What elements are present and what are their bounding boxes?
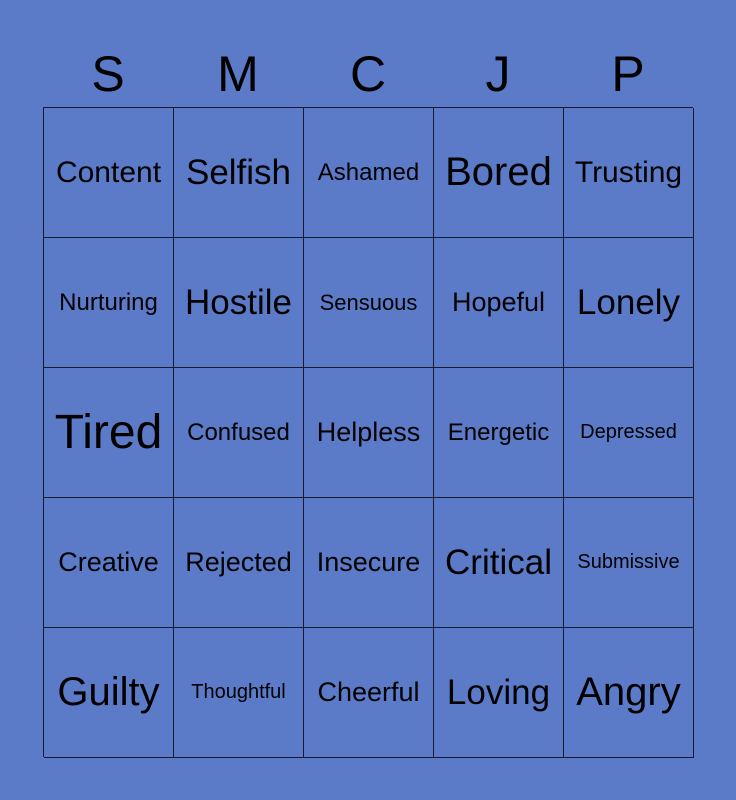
bingo-cell[interactable]: Nurturing	[44, 238, 174, 368]
bingo-cell[interactable]: Critical	[434, 498, 564, 628]
bingo-cell[interactable]: Hostile	[174, 238, 304, 368]
bingo-cell[interactable]: Lonely	[564, 238, 694, 368]
bingo-board	[43, 107, 693, 757]
bingo-cell[interactable]: Creative	[44, 498, 174, 628]
bingo-cell[interactable]: Hopeful	[434, 238, 564, 368]
bingo-cell[interactable]: Loving	[434, 628, 564, 758]
bingo-cell[interactable]: Energetic	[434, 368, 564, 498]
bingo-cell[interactable]: Cheerful	[304, 628, 434, 758]
bingo-cell[interactable]: Thoughtful	[174, 628, 304, 758]
header-letter-c: C	[349, 46, 387, 102]
bingo-cell[interactable]: Angry	[564, 628, 694, 758]
bingo-cell[interactable]: Guilty	[44, 628, 174, 758]
bingo-cell[interactable]: Sensuous	[304, 238, 434, 368]
header-letter-j: J	[485, 46, 511, 102]
bingo-cell[interactable]: Submissive	[564, 498, 694, 628]
bingo-cell[interactable]: Depressed	[564, 368, 694, 498]
bingo-cell[interactable]: Confused	[174, 368, 304, 498]
bingo-cell[interactable]: Selfish	[174, 108, 304, 238]
bingo-cell[interactable]: Ashamed	[304, 108, 434, 238]
bingo-cell[interactable]: Helpless	[304, 368, 434, 498]
bingo-cell[interactable]: Trusting	[564, 108, 694, 238]
bingo-cell[interactable]: Rejected	[174, 498, 304, 628]
bingo-cell[interactable]: Insecure	[304, 498, 434, 628]
bingo-cell[interactable]: Content	[44, 108, 174, 238]
header-letter-p: P	[611, 46, 645, 102]
bingo-cell[interactable]: Tired	[44, 368, 174, 498]
bingo-cell[interactable]: Bored	[434, 108, 564, 238]
header-letter-m: M	[217, 46, 259, 102]
bingo-header	[43, 44, 693, 104]
header-letter-s: S	[91, 46, 125, 102]
